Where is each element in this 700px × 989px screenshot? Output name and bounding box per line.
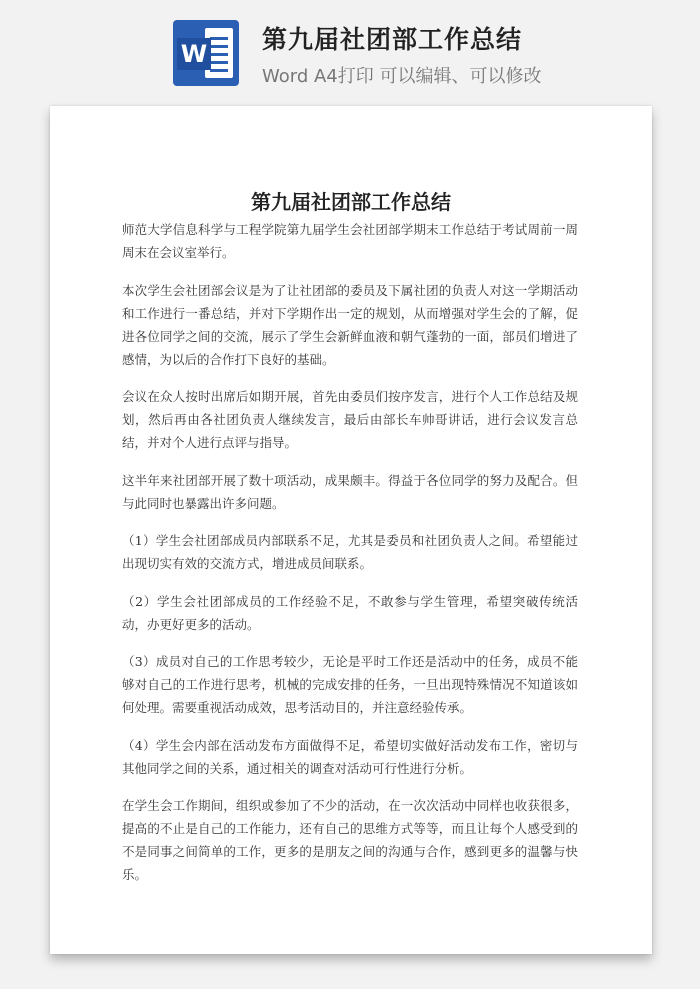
- document-body: [122, 218, 578, 901]
- word-document-icon: [173, 20, 239, 86]
- header-subtitle: Word A4打印 可以编辑、可以修改: [262, 66, 542, 87]
- paragraph-conclusion: 在学生会工作期间，组织或参加了不少的活动，在一次次活动中同样也收获很多，提高的不止是自己的工作能力，还有自己的思维方式等等，而且让每个人感受到的不是同事之间简单的工作，更多的是朋友之间的沟通与合作，感到更多的温馨与快乐。: [122, 798, 578, 882]
- document-page: [50, 106, 652, 954]
- paragraph-purpose: 本次学生会社团部会议是为了让社团部的委员及下属社团的负责人对这一学期活动和工作进行一番总结，并对下学期作出一定的规划，从而增强对学生会的了解，促进各位同学之间的交流，展示了学生会新鲜血液和朝气蓬勃的一面，部员们增进了感情，为以后的合作打下良好的基础。: [122, 282, 578, 367]
- paragraph-process: 会议在众人按时出席后如期开展，首先由委员们按序发言，进行个人工作总结及规划，然后再由各社团负责人继续发言，最后由部长车帅哥讲话，进行会议发言总结，并对个人进行点评与指导。: [122, 389, 578, 450]
- word-icon-letter: W: [177, 38, 211, 70]
- document-title: 第九届社团部工作总结: [251, 190, 451, 214]
- paragraph-issue-1: （1）学生会社团部成员内部联系不足，尤其是委员和社团负责人之间。希望能过出现切实有效的交流方式，增进成员间联系。: [122, 533, 578, 571]
- paragraph-results: 这半年来社团部开展了数十项活动，成果颇丰。得益于各位同学的努力及配合。但与此同时也暴露出许多问题。: [122, 472, 578, 511]
- paragraph-intro: 师范大学信息科学与工程学院第九届学生会社团部学期末工作总结于考试周前一周周末在会议室举行。: [122, 222, 578, 260]
- paragraph-issue-2: （2）学生会社团部成员的工作经验不足，不敢参与学生管理，希望突破传统活动，办更好更多的活动。: [122, 593, 578, 632]
- page-header: [0, 0, 700, 100]
- paragraph-issue-3: （3）成员对自己的工作思考较少，无论是平时工作还是活动中的任务，成员不能够对自己的工作进行思考，机械的完成安排的任务，一旦出现特殊情况不知道该如何处理。需要重视活动成效，思考活动目的，并注意经验传承。: [122, 654, 578, 715]
- paragraph-issue-4: （4）学生会内部在活动发布方面做得不足，希望切实做好活动发布工作，密切与其他同学之间的关系，通过相关的调查对活动可行性进行分析。: [122, 737, 578, 776]
- header-title: 第九届社团部工作总结: [262, 25, 523, 54]
